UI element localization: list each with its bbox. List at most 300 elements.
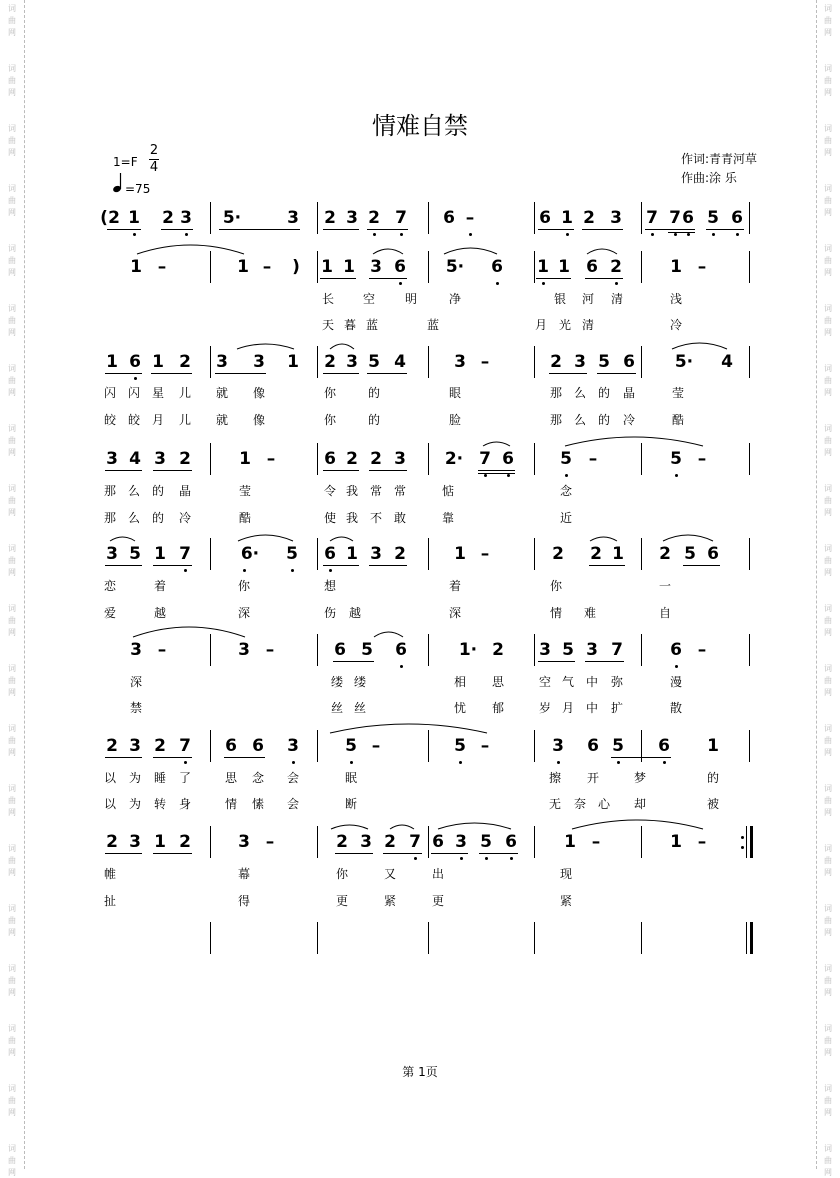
watermark-char: 词 xyxy=(824,4,832,13)
note: 1 xyxy=(564,832,576,852)
note: 2 xyxy=(336,832,348,852)
note: 6 xyxy=(502,449,514,469)
watermark-char: 网 xyxy=(824,1048,832,1057)
lyric-char: 难 xyxy=(584,606,597,620)
lyric-char: 弥 xyxy=(611,675,624,689)
note: 6 xyxy=(225,736,237,756)
lyric-char: 以 xyxy=(104,771,117,785)
note: 6 xyxy=(395,640,407,660)
note: 3 xyxy=(370,257,382,277)
lyric-char: 着 xyxy=(154,579,167,593)
note: 3 xyxy=(394,449,406,469)
lyric-char: 的 xyxy=(152,511,165,525)
note: 3 xyxy=(129,736,141,756)
lyric-char: 那 xyxy=(104,511,117,525)
slur xyxy=(572,820,703,829)
lyric-char: 禁 xyxy=(130,701,143,715)
note: 1 xyxy=(321,257,333,277)
lyric-char: 念 xyxy=(252,771,265,785)
lyric-char: 为 xyxy=(129,771,142,785)
watermark-char: 词 xyxy=(824,1024,832,1033)
tempo: =75 xyxy=(125,182,151,196)
lyric-char: 明 xyxy=(405,292,418,306)
lyric-char: 出 xyxy=(432,867,445,881)
lyric-char: 一 xyxy=(659,579,672,593)
watermark-char: 网 xyxy=(824,268,832,277)
note: 3 xyxy=(574,352,586,372)
lyric-char: 空 xyxy=(539,675,552,689)
note: 2 xyxy=(324,208,336,228)
watermark-char: 词 xyxy=(824,904,832,913)
note: 1 xyxy=(287,352,299,372)
lyric-char: 相 xyxy=(454,675,467,689)
note: 5 xyxy=(454,736,466,756)
lyric-char: 冷 xyxy=(179,511,192,525)
lyric-char: 酷 xyxy=(672,413,685,427)
lyric-char: 那 xyxy=(104,484,117,498)
watermark-char: 词 xyxy=(8,64,16,73)
lyric-char: 莹 xyxy=(239,484,252,498)
watermark-char: 网 xyxy=(8,988,16,997)
lyric-char: 脸 xyxy=(449,413,462,427)
dash-note: – xyxy=(265,640,275,660)
slur xyxy=(330,537,353,541)
lyric-char: 皎 xyxy=(128,413,141,427)
lyric-char: 那 xyxy=(550,413,563,427)
watermark-char: 曲 xyxy=(824,736,832,745)
dash-note: – xyxy=(697,449,707,469)
dash-note: – xyxy=(591,832,601,852)
note: 3 xyxy=(154,449,166,469)
note: 2 xyxy=(384,832,396,852)
note: 1 xyxy=(106,352,118,372)
note: 2 xyxy=(552,544,564,564)
note: 1 xyxy=(612,544,624,564)
watermark-char: 词 xyxy=(824,484,832,493)
watermark-char: 网 xyxy=(824,568,832,577)
lyricist-credit: 作词:青青河草 xyxy=(681,152,758,166)
lyric-char: 越 xyxy=(349,606,362,620)
watermark-char: 词 xyxy=(824,664,832,673)
dash-note: – xyxy=(697,640,707,660)
watermark-char: 词 xyxy=(824,64,832,73)
slur xyxy=(331,825,368,829)
note: 1 xyxy=(670,832,682,852)
watermark-char: 词 xyxy=(824,1144,832,1153)
lyric-char: 会 xyxy=(287,771,300,785)
watermark-char: 词 xyxy=(8,904,16,913)
lyric-char: 无 xyxy=(549,797,562,811)
note: 2 xyxy=(492,640,504,660)
note: 2· xyxy=(444,449,464,469)
note: 5 xyxy=(684,544,696,564)
note: 5 xyxy=(480,832,492,852)
lyric-char: 被 xyxy=(707,797,720,811)
watermark-char: 网 xyxy=(8,208,16,217)
lyric-char: 了 xyxy=(179,771,192,785)
lyric-char: 帷 xyxy=(104,867,117,881)
lyric-char: 天 xyxy=(322,318,335,332)
watermark-char: 网 xyxy=(824,208,832,217)
note: 6 xyxy=(491,257,503,277)
watermark-char: 曲 xyxy=(824,376,832,385)
lyric-char: 擦 xyxy=(549,771,562,785)
dash-note: – xyxy=(266,449,276,469)
note: 6 xyxy=(505,832,517,852)
watermark-char: 曲 xyxy=(824,136,832,145)
note: 5 xyxy=(707,208,719,228)
watermark-char: 词 xyxy=(8,844,16,853)
watermark-char: 词 xyxy=(8,964,16,973)
watermark-char: 网 xyxy=(8,688,16,697)
note: 6 xyxy=(587,736,599,756)
lyric-char: 么 xyxy=(574,413,587,427)
note: 5 xyxy=(129,544,141,564)
watermark-char: 曲 xyxy=(824,976,832,985)
bracket: ) xyxy=(292,257,300,277)
lyric-char: 眠 xyxy=(345,771,358,785)
watermark-char: 曲 xyxy=(824,676,832,685)
lyric-char: 就 xyxy=(216,413,229,427)
lyric-char: 得 xyxy=(238,894,251,908)
lyric-char: 常 xyxy=(370,484,383,498)
watermark-char: 网 xyxy=(824,688,832,697)
note: 3 xyxy=(539,640,551,660)
slur xyxy=(672,343,727,349)
watermark-char: 词 xyxy=(824,364,832,373)
note: 1 xyxy=(237,257,249,277)
lyric-char: 中 xyxy=(586,701,599,715)
lyric-char: 的 xyxy=(598,413,611,427)
lyric-char: 奈 xyxy=(574,797,587,811)
lyric-char: 你 xyxy=(324,413,337,427)
watermark-char: 网 xyxy=(8,628,16,637)
lyric-char: 酷 xyxy=(239,511,252,525)
watermark-char: 曲 xyxy=(8,616,16,625)
lyric-char: 的 xyxy=(152,484,165,498)
time-signature-top: 2 xyxy=(149,143,159,158)
note: 6 xyxy=(394,257,406,277)
watermark-char: 曲 xyxy=(824,616,832,625)
watermark-char: 曲 xyxy=(824,916,832,925)
watermark-char: 曲 xyxy=(824,856,832,865)
note: 2 xyxy=(179,352,191,372)
watermark-char: 网 xyxy=(8,88,16,97)
lyric-char: 情 xyxy=(225,797,238,811)
slur xyxy=(438,823,511,829)
watermark-char: 词 xyxy=(824,304,832,313)
watermark-char: 词 xyxy=(8,784,16,793)
dash-note: – xyxy=(465,208,475,228)
watermark-char: 网 xyxy=(8,1108,16,1117)
slur xyxy=(330,724,487,733)
note: 2 xyxy=(659,544,671,564)
lyric-char: 更 xyxy=(336,894,349,908)
note: 6 xyxy=(129,352,141,372)
note: 5· xyxy=(445,257,465,277)
time-signature-bottom: 4 xyxy=(149,160,159,175)
note: 2 xyxy=(154,736,166,756)
lyric-char: 蓝 xyxy=(366,318,379,332)
lyric-char: 想 xyxy=(324,579,337,593)
lyric-char: 光 xyxy=(559,318,572,332)
watermark-char: 网 xyxy=(8,448,16,457)
note: 6· xyxy=(240,544,260,564)
watermark-char: 网 xyxy=(8,1048,16,1057)
watermark-char: 网 xyxy=(824,28,832,37)
watermark-char: 词 xyxy=(8,544,16,553)
note: 3 xyxy=(454,352,466,372)
watermark-char: 曲 xyxy=(824,796,832,805)
watermark-char: 网 xyxy=(824,88,832,97)
note: 2 xyxy=(162,208,174,228)
watermark-char: 曲 xyxy=(824,1036,832,1045)
lyric-char: 伤 xyxy=(324,606,337,620)
watermark-char: 曲 xyxy=(8,16,16,25)
note: 6 xyxy=(658,736,670,756)
lyric-char: 长 xyxy=(322,292,335,306)
note: 1 xyxy=(343,257,355,277)
dash-note: – xyxy=(157,640,167,660)
note: 7 xyxy=(179,544,191,564)
watermark-char: 曲 xyxy=(8,436,16,445)
lyric-char: 着 xyxy=(449,579,462,593)
watermark-char: 曲 xyxy=(8,736,16,745)
watermark-char: 网 xyxy=(8,388,16,397)
lyric-char: 恋 xyxy=(104,579,117,593)
watermark-char: 网 xyxy=(824,1168,832,1177)
watermark-char: 曲 xyxy=(8,76,16,85)
lyric-char: 像 xyxy=(253,386,266,400)
note: 6 xyxy=(586,257,598,277)
lyric-char: 清 xyxy=(582,318,595,332)
lyric-char: 爱 xyxy=(104,606,117,620)
composer-credit: 作曲:涂 乐 xyxy=(681,171,737,185)
watermark-char: 网 xyxy=(8,328,16,337)
note: 7 xyxy=(669,208,681,228)
note: 7 xyxy=(409,832,421,852)
watermark-char: 网 xyxy=(824,388,832,397)
lyric-char: 丝 xyxy=(331,701,344,715)
lyric-char: 丝 xyxy=(354,701,367,715)
watermark-char: 曲 xyxy=(8,136,16,145)
watermark-char: 词 xyxy=(8,364,16,373)
note: 2 xyxy=(370,449,382,469)
watermark-char: 曲 xyxy=(8,1096,16,1105)
note: 6 xyxy=(670,640,682,660)
lyric-char: 更 xyxy=(432,894,445,908)
note: 5 xyxy=(670,449,682,469)
watermark-char: 网 xyxy=(824,628,832,637)
note: 6 xyxy=(324,544,336,564)
note: 3 xyxy=(586,640,598,660)
watermark-char: 曲 xyxy=(824,1096,832,1105)
watermark-char: 词 xyxy=(824,1084,832,1093)
note: 4 xyxy=(721,352,733,372)
lyric-char: 断 xyxy=(345,797,358,811)
lyric-char: 开 xyxy=(587,771,600,785)
lyric-char: 越 xyxy=(154,606,167,620)
lyric-char: 却 xyxy=(634,797,647,811)
lyric-char: 念 xyxy=(560,484,573,498)
lyric-char: 眼 xyxy=(449,386,462,400)
note: 3 xyxy=(455,832,467,852)
note: 5 xyxy=(612,736,624,756)
note: 3 xyxy=(346,208,358,228)
lyric-char: 情 xyxy=(550,606,563,620)
bracket: ( xyxy=(100,208,108,228)
watermark-char: 曲 xyxy=(824,16,832,25)
watermark-char: 网 xyxy=(824,448,832,457)
dash-note: – xyxy=(157,257,167,277)
lyric-char: 转 xyxy=(154,797,167,811)
note: 5 xyxy=(562,640,574,660)
lyric-char: 思 xyxy=(492,675,505,689)
lyric-char: 冷 xyxy=(623,413,636,427)
watermark-char: 词 xyxy=(8,724,16,733)
lyric-char: 闪 xyxy=(104,386,117,400)
dash-note: – xyxy=(697,257,707,277)
note: 5 xyxy=(286,544,298,564)
slur xyxy=(237,344,294,349)
watermark-char: 曲 xyxy=(824,196,832,205)
watermark-char: 网 xyxy=(8,148,16,157)
dash-note: – xyxy=(588,449,598,469)
note: 6 xyxy=(432,832,444,852)
lyric-char: 幕 xyxy=(238,867,251,881)
note: 1 xyxy=(128,208,140,228)
watermark-char: 曲 xyxy=(824,436,832,445)
watermark-char: 词 xyxy=(8,124,16,133)
watermark-char: 曲 xyxy=(824,256,832,265)
watermark-char: 词 xyxy=(824,544,832,553)
watermark-char: 曲 xyxy=(8,796,16,805)
lyric-char: 近 xyxy=(560,511,573,525)
note: 2 xyxy=(106,736,118,756)
note: 6 xyxy=(682,208,694,228)
note: 5 xyxy=(368,352,380,372)
note: 2 xyxy=(179,449,191,469)
lyric-char: 你 xyxy=(238,579,251,593)
slur xyxy=(663,535,713,541)
watermark-char: 词 xyxy=(824,244,832,253)
watermark-char: 词 xyxy=(824,724,832,733)
lyric-char: 的 xyxy=(368,413,381,427)
lyric-char: 睡 xyxy=(154,771,167,785)
dash-note: – xyxy=(371,736,381,756)
watermark-char: 词 xyxy=(824,604,832,613)
watermark-char: 词 xyxy=(8,1144,16,1153)
lyric-char: 心 xyxy=(598,797,611,811)
watermark-char: 网 xyxy=(8,928,16,937)
lyric-char: 为 xyxy=(129,797,142,811)
note: 2 xyxy=(179,832,191,852)
lyric-char: 散 xyxy=(670,701,683,715)
slur xyxy=(373,249,403,254)
watermark-char: 曲 xyxy=(8,856,16,865)
lyric-char: 靠 xyxy=(442,511,455,525)
lyric-char: 净 xyxy=(449,292,462,306)
note: 1 xyxy=(670,257,682,277)
watermark-char: 网 xyxy=(824,928,832,937)
slur xyxy=(483,442,510,446)
note: 5 xyxy=(345,736,357,756)
watermark-char: 网 xyxy=(8,268,16,277)
watermark-char: 词 xyxy=(8,184,16,193)
dash-note: – xyxy=(480,544,490,564)
note: 1 xyxy=(454,544,466,564)
lyric-char: 么 xyxy=(128,484,141,498)
watermark-char: 网 xyxy=(824,808,832,817)
watermark-char: 曲 xyxy=(8,376,16,385)
note: 1 xyxy=(152,352,164,372)
lyric-char: 中 xyxy=(586,675,599,689)
note: 2 xyxy=(583,208,595,228)
note: 3 xyxy=(238,832,250,852)
lyric-char: 你 xyxy=(324,386,337,400)
lyric-char: 月 xyxy=(535,318,548,332)
note: 6 xyxy=(334,640,346,660)
note: 4 xyxy=(129,449,141,469)
note: 3 xyxy=(346,352,358,372)
note: 3 xyxy=(287,208,299,228)
dash-note: – xyxy=(697,832,707,852)
watermark-char: 词 xyxy=(8,484,16,493)
song-title: 情难自禁 xyxy=(372,112,468,140)
note: 2 xyxy=(610,257,622,277)
watermark-char: 词 xyxy=(824,784,832,793)
lyric-char: 我 xyxy=(346,511,359,525)
watermark-char: 网 xyxy=(8,1168,16,1177)
slur xyxy=(137,245,244,254)
note: 1 xyxy=(130,257,142,277)
lyric-char: 身 xyxy=(179,797,192,811)
watermark-char: 曲 xyxy=(8,256,16,265)
watermark-char: 曲 xyxy=(8,316,16,325)
note: 6 xyxy=(731,208,743,228)
watermark-char: 词 xyxy=(824,964,832,973)
watermark-char: 网 xyxy=(824,988,832,997)
watermark-char: 网 xyxy=(8,28,16,37)
lyric-char: 像 xyxy=(253,413,266,427)
lyric-char: 莹 xyxy=(672,386,685,400)
lyric-char: 梦 xyxy=(634,771,647,785)
lyric-char: 我 xyxy=(346,484,359,498)
note: 3 xyxy=(552,736,564,756)
slur xyxy=(133,627,245,637)
lyric-char: 你 xyxy=(336,867,349,881)
note: 2 xyxy=(590,544,602,564)
note: 2 xyxy=(106,832,118,852)
lyric-char: 就 xyxy=(216,386,229,400)
lyric-char: 你 xyxy=(550,579,563,593)
lyric-char: 扩 xyxy=(611,701,624,715)
lyric-char: 么 xyxy=(574,386,587,400)
slur xyxy=(390,825,414,829)
watermark-char: 曲 xyxy=(824,496,832,505)
lyric-char: 河 xyxy=(582,292,595,306)
note: 3 xyxy=(610,208,622,228)
dash-note: – xyxy=(265,832,275,852)
lyric-char: 自 xyxy=(659,606,672,620)
lyric-char: 空 xyxy=(363,292,376,306)
note: 1 xyxy=(154,544,166,564)
note: 2 xyxy=(346,449,358,469)
dash-note: – xyxy=(480,352,490,372)
watermark-char: 网 xyxy=(8,568,16,577)
lyric-char: 儿 xyxy=(179,386,192,400)
watermark-char: 网 xyxy=(824,148,832,157)
